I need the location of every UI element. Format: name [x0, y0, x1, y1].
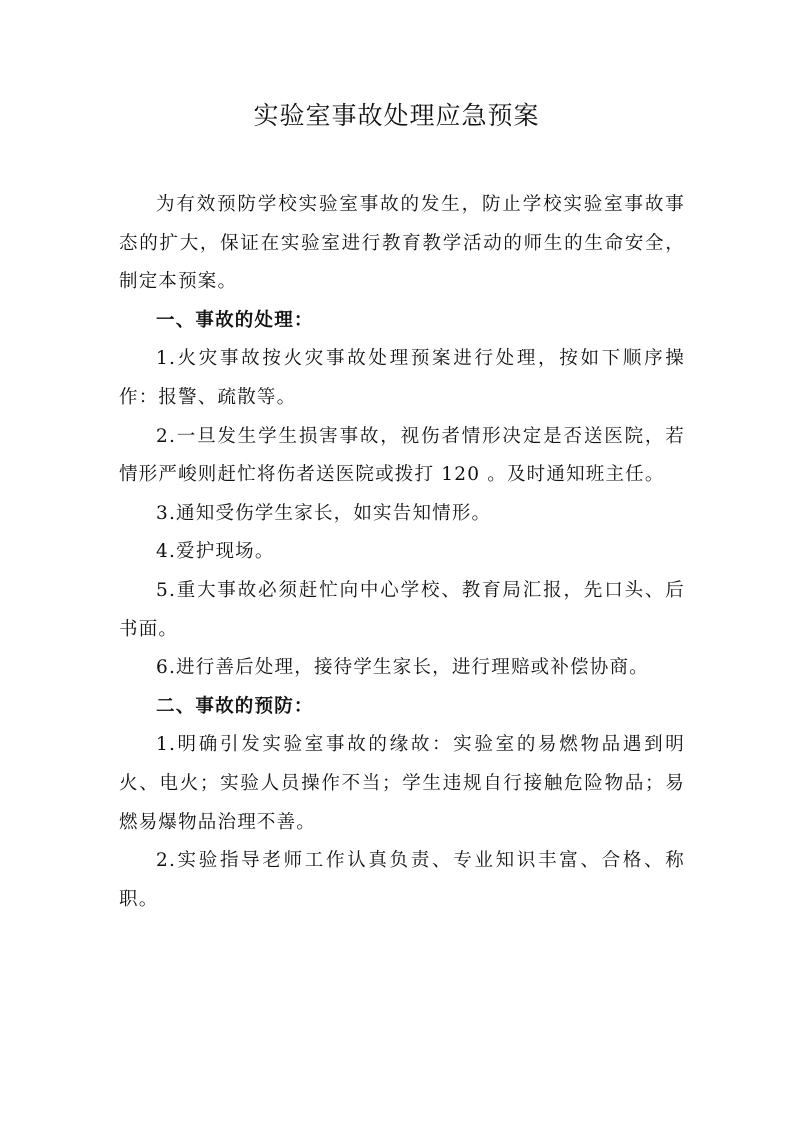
prevention-item: 2.实验指导老师工作认真负责、专业知识丰富、合格、称职。 — [119, 850, 685, 910]
section-heading-handling: 一、事故的处理： — [156, 309, 314, 331]
document-title: 实验室事故处理应急预案 — [253, 101, 540, 130]
handling-item: 6.进行善后处理，接待学生家长，进行理赔或补偿协商。 — [156, 657, 649, 679]
handling-item: 2.一旦发生学生损害事故，视伤者情形决定是否送医院，若情形严峻则赶忙将伤者送医院或拨打 120 。及时通知班主任。 — [119, 425, 685, 486]
document-body — [119, 186, 685, 919]
section-heading-prevention: 二、事故的预防： — [156, 695, 314, 717]
handling-item: 1.火灾事故按火灾事故处理预案进行处理，按如下顺序操作：报警、疏散等。 — [119, 348, 685, 408]
handling-item: 4.爱护现场。 — [156, 541, 275, 563]
handling-item: 3.通知受伤学生家长，如实告知情形。 — [156, 502, 492, 524]
intro-paragraph: 为有效预防学校实验室事故的发生，防止学校实验室事故事态的扩大，保证在实验室进行教育教学活动的师生的生命安全，制定本预案。 — [119, 194, 685, 293]
prevention-item: 1.明确引发实验室事故的缘故：实验室的易燃物品遇到明火、电火；实验人员操作不当；学生违规自行接触危险物品；易燃易爆物品治理不善。 — [119, 734, 685, 833]
handling-item: 5.重大事故必须赶忙向中心学校、教育局汇报，先口头、后书面。 — [119, 579, 685, 640]
